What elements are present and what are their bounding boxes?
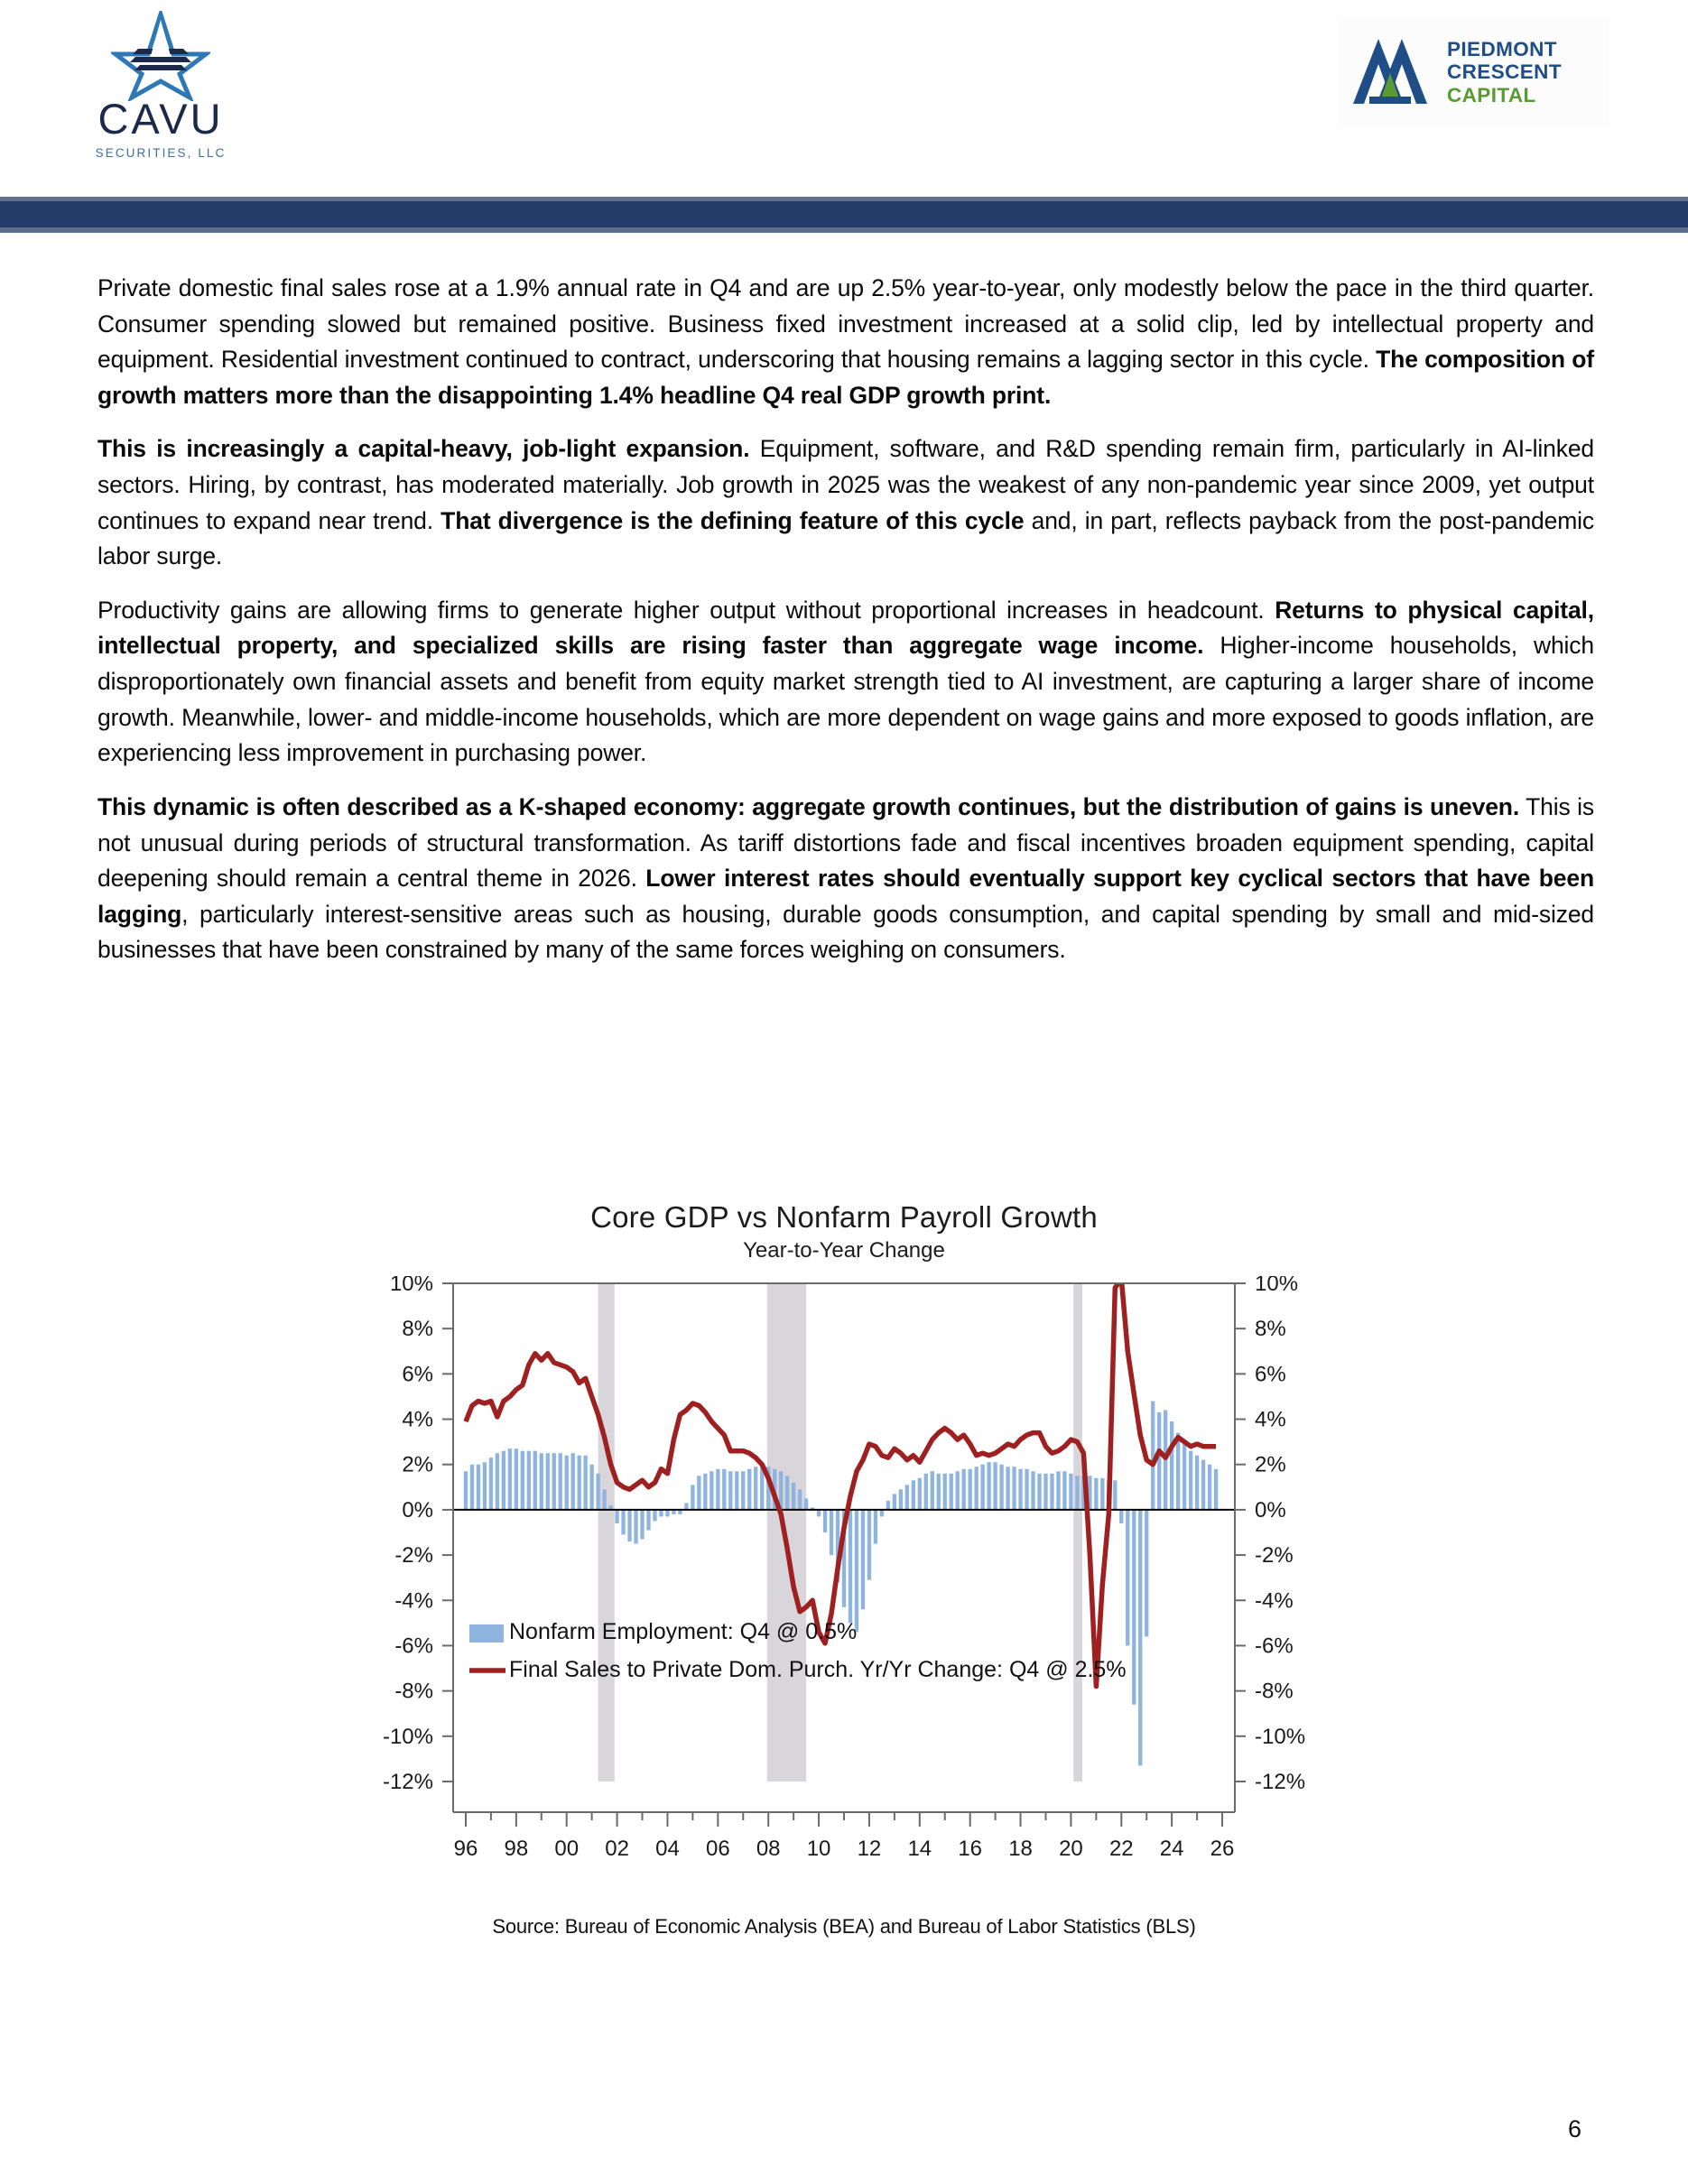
bar <box>993 1462 997 1510</box>
bar <box>1214 1469 1218 1510</box>
y-tick-label-right: -8% <box>1255 1679 1294 1704</box>
text-run-2: The composition of growth matters more than the disappointing 1.4% headline Q4 real GDP growth print. <box>97 346 1594 409</box>
text-run-4: , particularly interest-sensitive areas such as housing, durable goods consumption, and capital spending by small and mid-sized businesses that have been constrained by many of the same forces weighing on consumers. <box>97 900 1594 964</box>
bar <box>849 1510 852 1623</box>
x-tick-label: 10 <box>806 1837 831 1861</box>
y-tick-label-right: -2% <box>1255 1543 1294 1569</box>
chart-plot-area <box>352 1276 1336 1899</box>
y-tick-label-left: -8% <box>394 1679 433 1704</box>
bar <box>646 1510 650 1531</box>
bar <box>1113 1480 1117 1510</box>
recession-band-3 <box>1073 1283 1082 1781</box>
bar <box>974 1467 978 1510</box>
legend-label-line: Final Sales to Private Dom. Purch. Yr/Yr Change: Q4 @ 2.5% <box>509 1657 1127 1682</box>
cavu-tagline: SECURITIES, LLC <box>95 146 227 160</box>
text-run-2: Equipment, software, and R&D spending remain firm, particularly in AI-linked sectors. Hiring, by contrast, has moderated materially. Job growth in 2025 was the weakest of any non-pandemic year since 2009, yet output continues to expand near trend. <box>97 435 1594 534</box>
y-tick-label-left: -2% <box>394 1543 433 1569</box>
bar <box>716 1469 719 1510</box>
legend-swatch-bar <box>469 1624 504 1643</box>
legend-label-bar: Nonfarm Employment: Q4 @ 0.5% <box>509 1619 858 1644</box>
cavu-wordmark: CAVU <box>97 95 224 143</box>
bar <box>792 1483 795 1510</box>
y-tick-label-left: 8% <box>402 1317 433 1342</box>
y-tick-label-right: 0% <box>1255 1497 1286 1522</box>
x-tick-label: 14 <box>907 1837 932 1861</box>
bar <box>552 1453 556 1510</box>
bar <box>659 1510 663 1517</box>
y-tick-label-left: -10% <box>382 1724 433 1749</box>
bar <box>1012 1467 1016 1510</box>
bar <box>1145 1510 1148 1637</box>
chart-subtitle: Year-to-Year Change <box>743 1238 945 1263</box>
x-tick-label: 96 <box>453 1837 478 1861</box>
bar <box>880 1510 884 1517</box>
bar <box>1075 1476 1079 1510</box>
bar <box>905 1485 909 1510</box>
bar <box>710 1471 713 1510</box>
bar <box>999 1465 1003 1510</box>
document-body <box>97 271 1594 986</box>
bar <box>1132 1510 1136 1705</box>
bar <box>931 1471 934 1510</box>
bar <box>735 1471 738 1510</box>
mountain-icon <box>1351 33 1438 111</box>
bar <box>874 1510 877 1544</box>
text-run-1: Private domestic final sales rose at a 1.9% annual rate in Q4 and are up 2.5% year-to-year, only modestly below the pace in the third quarter. Consumer spending slowed but remained positive. Business fixed investment increased at a solid clip, led by intellectual property and equipment. Residential investment continued to contract, underscoring that housing remains a lagging sector in this cycle. <box>97 274 1594 374</box>
bar <box>470 1465 474 1510</box>
bar <box>1195 1456 1199 1510</box>
bar <box>540 1453 543 1510</box>
paragraph-3 <box>97 593 1594 772</box>
bar <box>1138 1510 1142 1766</box>
bar <box>1025 1469 1028 1510</box>
chart-figure <box>0 1200 1688 1939</box>
bar <box>804 1498 808 1510</box>
bar <box>1006 1467 1009 1510</box>
bar <box>697 1476 700 1510</box>
bar <box>1119 1510 1123 1523</box>
paragraph-2 <box>97 431 1594 574</box>
bar <box>634 1510 637 1544</box>
bar <box>962 1469 966 1510</box>
x-tick-label: 16 <box>958 1837 983 1861</box>
x-tick-label: 20 <box>1059 1837 1083 1861</box>
paragraph-1 <box>97 271 1594 413</box>
bar <box>950 1474 953 1510</box>
bar <box>1062 1471 1066 1510</box>
bar <box>1183 1442 1186 1510</box>
y-tick-label-left: 6% <box>402 1362 433 1387</box>
x-tick-label: 98 <box>504 1837 529 1861</box>
bar <box>589 1465 593 1510</box>
bar <box>691 1485 694 1510</box>
bar <box>583 1456 587 1510</box>
bar <box>521 1451 524 1510</box>
bar <box>722 1469 726 1510</box>
pcc-line-3: CAPITAL <box>1447 83 1536 106</box>
recession-band-1 <box>598 1283 615 1781</box>
text-run-3: Lower interest rates should eventually support key cyclical sectors that have been lagging <box>97 865 1594 928</box>
y-tick-label-left: -4% <box>394 1588 433 1614</box>
bar <box>559 1453 562 1510</box>
y-tick-label-right: 8% <box>1255 1317 1286 1342</box>
x-tick-label: 12 <box>857 1837 882 1861</box>
bar <box>477 1465 480 1510</box>
bar <box>515 1448 518 1510</box>
chart-title: Core GDP vs Nonfarm Payroll Growth <box>590 1200 1098 1234</box>
bar <box>615 1510 618 1523</box>
x-tick-label: 04 <box>655 1837 680 1861</box>
bar <box>1201 1460 1205 1510</box>
bar <box>943 1474 947 1510</box>
x-tick-label: 02 <box>605 1837 629 1861</box>
x-tick-label: 00 <box>554 1837 580 1861</box>
bar <box>855 1510 858 1632</box>
y-tick-label-left: 10% <box>389 1276 433 1296</box>
bar <box>1157 1412 1161 1510</box>
bar <box>785 1476 789 1510</box>
cavu-logo <box>70 11 251 182</box>
text-run-2: This is not unusual during periods of structural transformation. As tariff distortions fade and fiscal incentives broaden equipment spending, capital deepening should remain a central theme in 2026. <box>97 792 1594 893</box>
bar <box>1037 1474 1041 1510</box>
paragraph-4 <box>97 790 1594 968</box>
pcc-line-1: PIEDMONT <box>1447 38 1557 61</box>
bar <box>684 1503 688 1510</box>
bar <box>912 1480 915 1510</box>
bar <box>980 1465 984 1510</box>
y-tick-label-right: -4% <box>1255 1588 1294 1614</box>
y-tick-label-left: 0% <box>402 1497 433 1522</box>
text-run-3: Higher-income households, which disproportionately own financial assets and benefit from equity market strength tied to AI investment, are capturing a larger share of income growth. Meanwhile, lower- and middle-income households, which are more dependent on wage gains and more exposed to goods inflation, are experiencing less improvement in purchasing power. <box>97 632 1594 767</box>
text-run-1: This dynamic is often described as a K-shaped economy: aggregate growth continues, but the distribution of gains is uneven. <box>97 792 1520 820</box>
bar <box>1151 1401 1155 1509</box>
bar <box>1018 1469 1022 1510</box>
y-tick-label-right: 10% <box>1255 1276 1299 1296</box>
y-tick-label-right: 6% <box>1255 1362 1286 1387</box>
bar <box>937 1474 941 1510</box>
bar <box>578 1456 581 1510</box>
bar <box>565 1456 569 1510</box>
header-rule-bar <box>0 197 1688 233</box>
bar <box>703 1474 707 1510</box>
y-tick-label-right: -6% <box>1255 1633 1294 1659</box>
bar <box>956 1471 960 1510</box>
y-tick-label-right: 2% <box>1255 1452 1286 1477</box>
bar <box>496 1453 499 1510</box>
bar <box>627 1510 631 1541</box>
bar <box>867 1510 871 1580</box>
bar <box>1069 1474 1072 1510</box>
bar <box>640 1510 644 1540</box>
bar <box>1126 1510 1129 1646</box>
bar <box>830 1510 833 1555</box>
text-run-1: Productivity gains are allowing firms to generate higher output without proportional increases in headcount. <box>97 596 1275 624</box>
text-run-2: Returns to physical capital, intellectual property, and specialized skills are rising faster than aggregate wage income. <box>97 596 1594 660</box>
bar <box>899 1489 903 1510</box>
bar <box>1031 1471 1034 1510</box>
y-tick-label-left: 4% <box>402 1407 433 1432</box>
pcc-line-2: CRESCENT <box>1447 60 1562 84</box>
bar <box>1176 1433 1180 1510</box>
x-tick-label: 06 <box>705 1837 730 1861</box>
x-tick-label: 24 <box>1159 1837 1184 1861</box>
x-tick-label: 18 <box>1008 1837 1033 1861</box>
bar <box>533 1451 537 1510</box>
bar <box>754 1467 757 1510</box>
cavu-star-icon <box>111 11 210 101</box>
bar <box>483 1462 487 1510</box>
bar <box>665 1510 669 1517</box>
x-tick-label: 26 <box>1210 1837 1235 1861</box>
bar <box>1094 1478 1098 1510</box>
bar <box>1100 1478 1104 1510</box>
bar <box>1050 1474 1053 1510</box>
y-tick-label-right: -10% <box>1255 1724 1306 1749</box>
bar <box>546 1453 550 1510</box>
page-header <box>0 0 1688 197</box>
bar <box>1170 1421 1173 1510</box>
x-tick-label: 08 <box>756 1837 781 1861</box>
bar <box>987 1462 990 1510</box>
bar <box>893 1494 896 1510</box>
text-run-1: This is increasingly a capital-heavy, job-light expansion. <box>97 435 750 463</box>
text-run-4: and, in part, reflects payback from the post-pandemic labor surge. <box>97 506 1594 570</box>
y-tick-label-right: -12% <box>1255 1770 1306 1794</box>
bar <box>798 1489 802 1510</box>
bar <box>1189 1451 1192 1510</box>
x-tick-label: 22 <box>1108 1837 1134 1861</box>
bar <box>653 1510 656 1522</box>
bar <box>969 1469 972 1510</box>
piedmont-crescent-capital-logo <box>1339 18 1609 126</box>
bar <box>464 1471 468 1510</box>
bar <box>508 1448 512 1510</box>
bar <box>502 1451 505 1510</box>
bar <box>621 1510 625 1535</box>
bar <box>741 1471 745 1510</box>
y-tick-label-left: 2% <box>402 1452 433 1477</box>
bar <box>1208 1465 1211 1510</box>
bar <box>728 1471 732 1510</box>
bar <box>602 1489 606 1510</box>
bar <box>596 1474 599 1510</box>
y-tick-label-left: -12% <box>382 1770 433 1794</box>
page-number: 6 <box>1567 2115 1581 2142</box>
bar <box>527 1451 531 1510</box>
chart-source-note: Source: Bureau of Economic Analysis (BEA) and Bureau of Labor Statistics (BLS) <box>492 1915 1196 1938</box>
bar <box>489 1458 493 1510</box>
bar <box>918 1478 922 1510</box>
y-tick-label-right: 4% <box>1255 1407 1286 1432</box>
bar <box>823 1510 827 1532</box>
y-tick-label-left: -6% <box>394 1633 433 1659</box>
bar <box>861 1510 865 1609</box>
bar <box>747 1469 751 1510</box>
bar <box>924 1474 928 1510</box>
piedmont-wordmark <box>1447 38 1562 106</box>
bar <box>817 1510 821 1517</box>
bar <box>571 1453 575 1510</box>
chart-canvas <box>352 1276 1336 1899</box>
bar <box>1043 1474 1047 1510</box>
bar <box>1056 1471 1060 1510</box>
bar <box>886 1501 890 1510</box>
text-run-3: That divergence is the defining feature of this cycle <box>441 506 1025 534</box>
